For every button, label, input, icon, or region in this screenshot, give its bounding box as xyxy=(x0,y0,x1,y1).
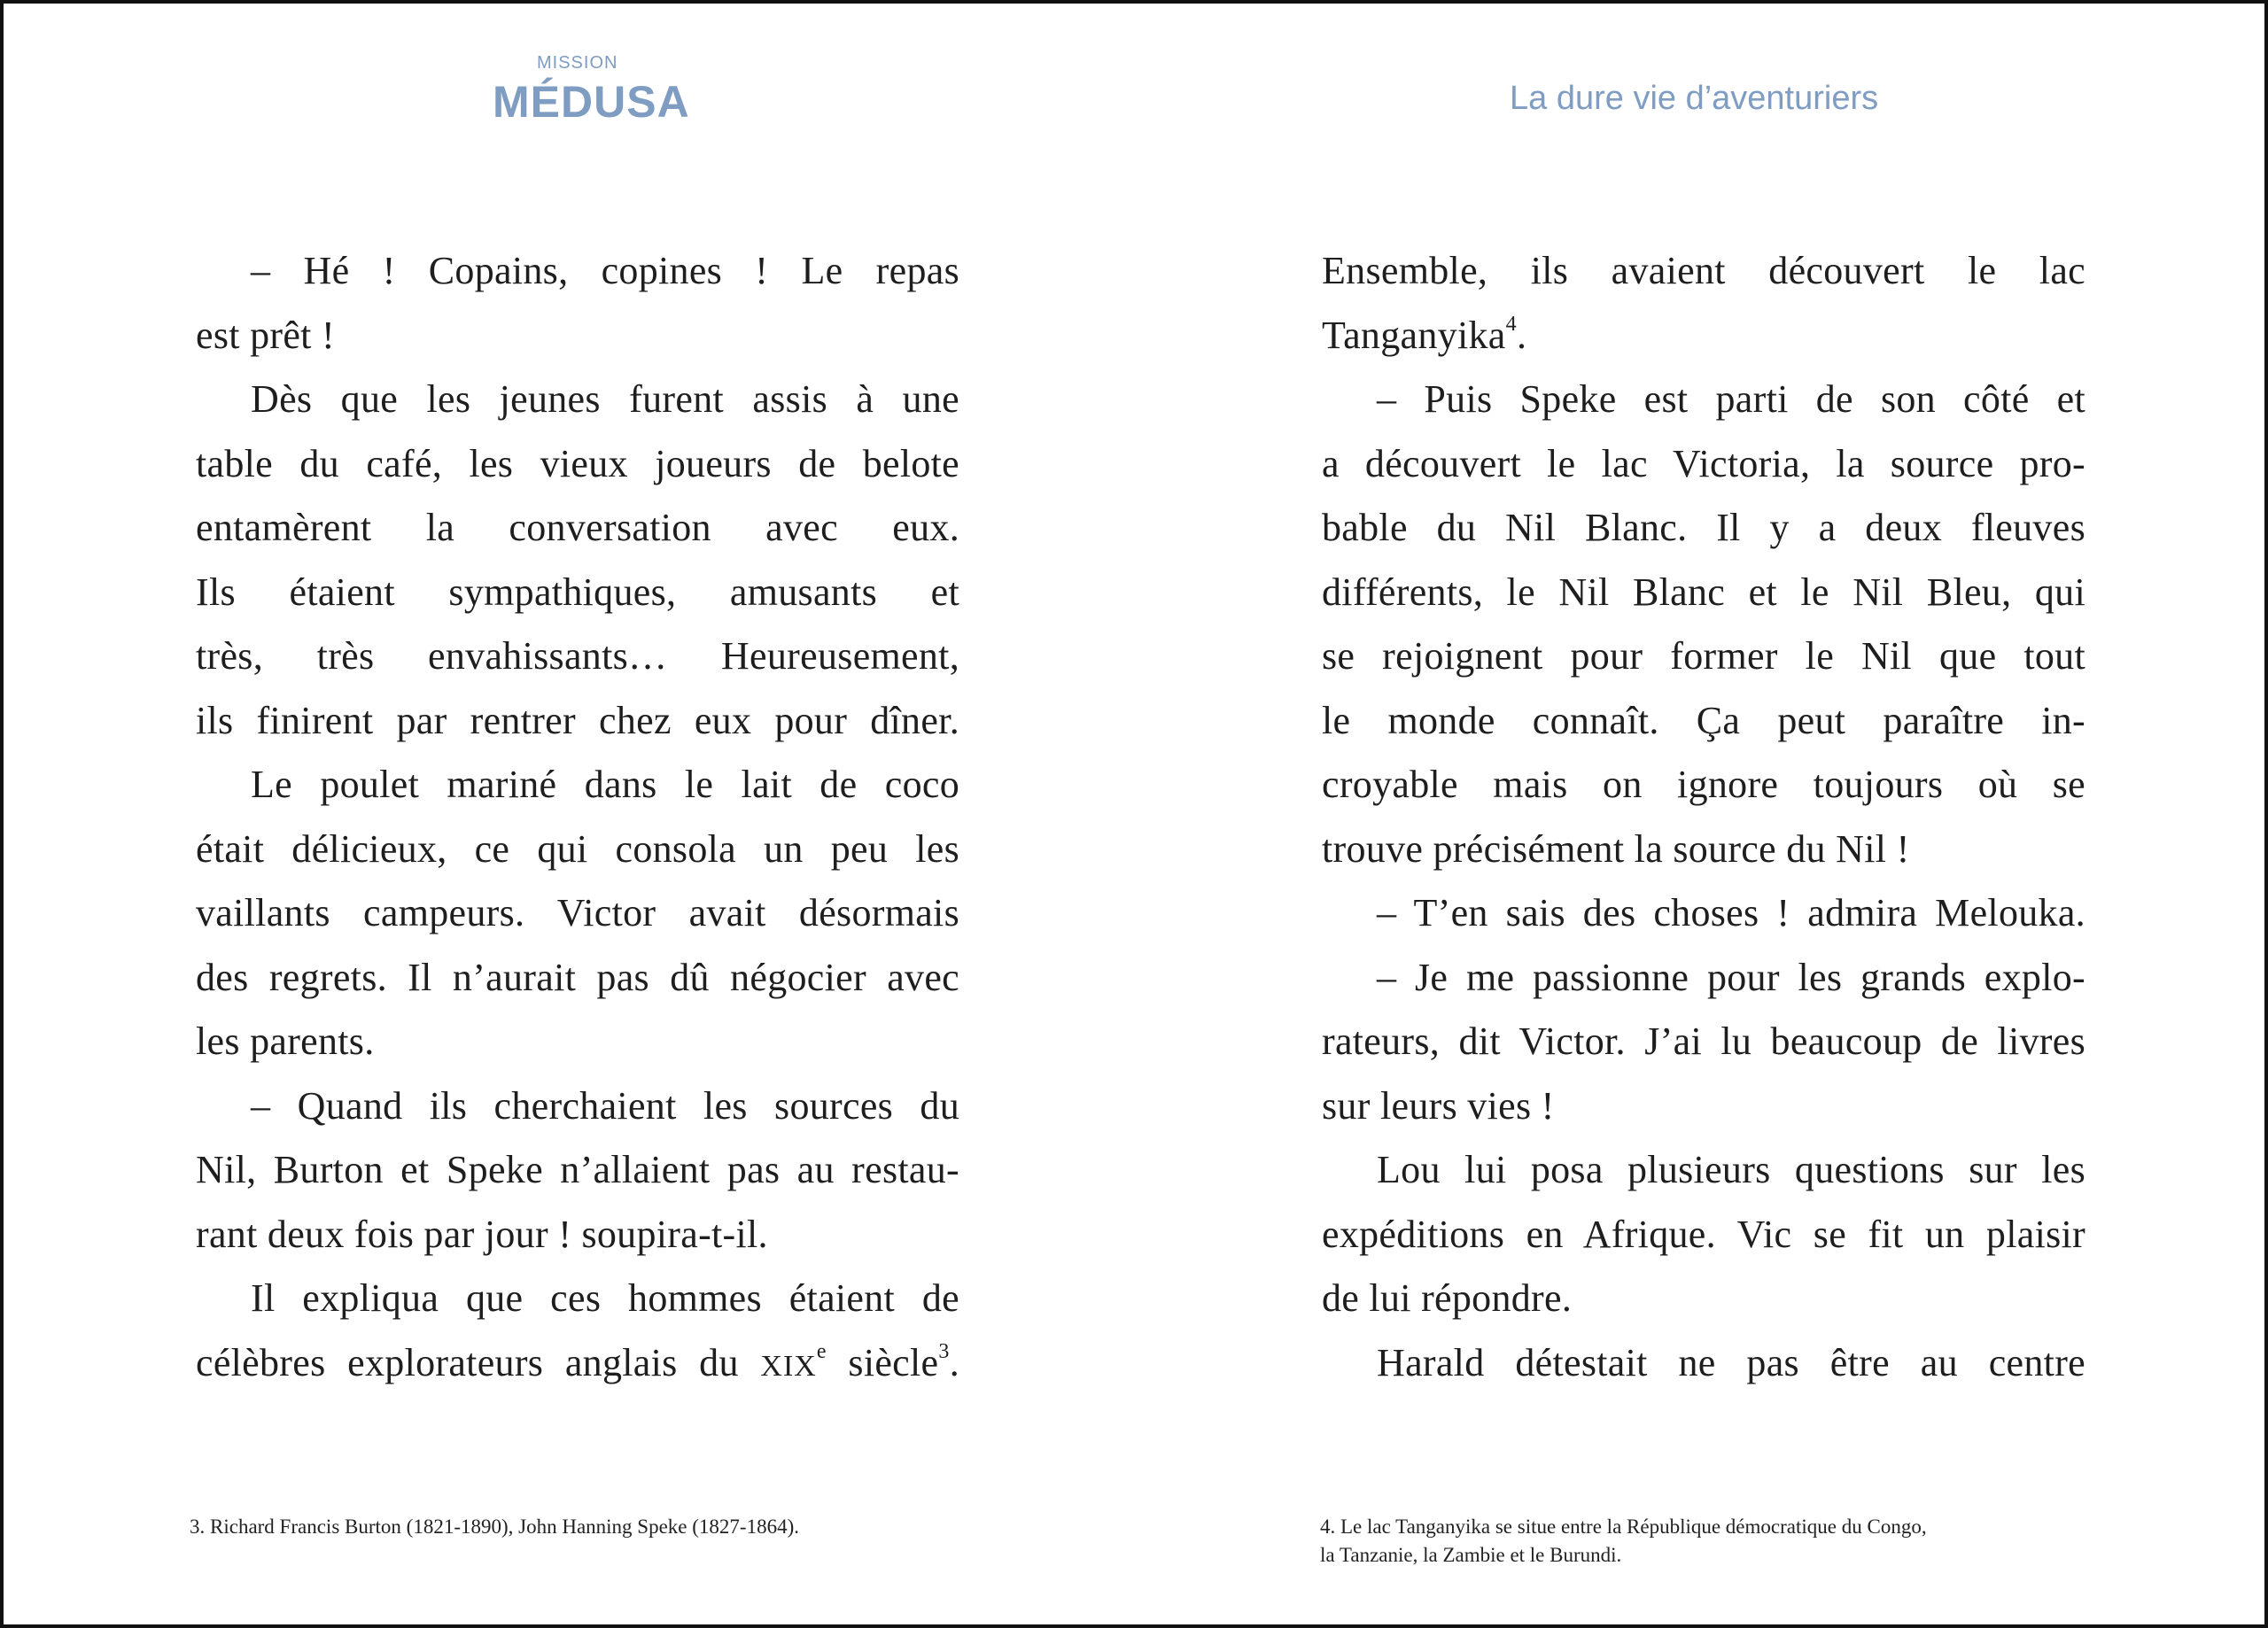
logo-big-text: MÉDUSA xyxy=(493,77,690,127)
text-line xyxy=(196,753,959,818)
text-line xyxy=(196,1331,959,1396)
text-segment: expéditions en Afrique. Vic se fit un plaisir xyxy=(1322,1212,2085,1256)
text-line xyxy=(196,689,959,754)
text-line xyxy=(1322,496,2085,561)
text-line xyxy=(1322,239,2085,304)
text-segment: a découvert le lac Victoria, la source pro- xyxy=(1322,441,2085,485)
text-segment: Harald détestait ne pas être au centre xyxy=(1377,1340,2085,1384)
text-segment: Il expliqua que ces hommes étaient de xyxy=(251,1276,959,1320)
text-segment: Le poulet mariné dans le lait de coco xyxy=(251,763,959,806)
superscript: 4 xyxy=(1505,312,1517,336)
text-line xyxy=(196,1138,959,1203)
text-segment: – T’en sais des choses ! admira Melouka. xyxy=(1377,891,2085,934)
footnote-line: la Tanzanie, la Zambie et le Burundi. xyxy=(1320,1544,1622,1566)
mission-medusa-logo xyxy=(493,53,690,128)
text-segment: croyable mais on ignore toujours où se xyxy=(1322,763,2085,806)
text-segment: . xyxy=(1516,313,1527,357)
text-line xyxy=(1322,304,2085,368)
text-segment: – Quand ils cherchaient les sources du xyxy=(251,1083,959,1128)
text-line xyxy=(1322,1010,2085,1074)
text-line xyxy=(196,1203,959,1268)
text-line xyxy=(196,946,959,1011)
text-segment: entamèrent la conversation avec eux. xyxy=(196,506,959,549)
text-line xyxy=(1322,946,2085,1011)
text-segment: Lou lui posa plusieurs questions sur les xyxy=(1377,1148,2085,1191)
logo-small-text: MISSION xyxy=(537,53,618,73)
text-line xyxy=(196,496,959,561)
text-line xyxy=(1322,1138,2085,1203)
text-line xyxy=(1322,1074,2085,1139)
text-line xyxy=(196,432,959,497)
text-line xyxy=(1322,753,2085,818)
text-line xyxy=(1322,1203,2085,1268)
text-line xyxy=(196,561,959,625)
text-segment: bable du Nil Blanc. Il y a deux fleuves xyxy=(1322,506,2085,549)
text-line xyxy=(196,818,959,882)
text-segment: sur leurs vies ! xyxy=(1322,1083,1555,1128)
text-segment: ils finirent par rentrer chez eux pour dîner. xyxy=(196,698,959,742)
text-line xyxy=(196,304,959,368)
text-line xyxy=(196,881,959,946)
text-segment: Ils étaient sympathiques, amusants et xyxy=(196,570,959,614)
text-segment: était délicieux, ce qui consola un peu les xyxy=(196,826,959,871)
text-segment: rateurs, dit Victor. J’ai lu beaucoup de livres xyxy=(1322,1019,2085,1063)
text-segment: les parents. xyxy=(196,1019,375,1063)
footnote-3: 3. Richard Francis Burton (1821-1890), John Hanning Speke (1827-1864). xyxy=(190,1516,799,1538)
text-line xyxy=(1322,1331,2085,1396)
text-segment: – Je me passionne pour les grands explo- xyxy=(1377,955,2085,999)
footnote-4 xyxy=(1320,1513,1927,1570)
text-segment: le monde connaît. Ça peut paraître in- xyxy=(1322,698,2085,742)
text-segment: différents, le Nil Blanc et le Nil Bleu, qui xyxy=(1322,570,2085,614)
text-segment: des regrets. Il n’aurait pas dû négocier avec xyxy=(196,955,959,999)
text-segment: est prêt ! xyxy=(196,313,335,357)
text-segment: . xyxy=(949,1340,959,1384)
text-line xyxy=(1322,881,2085,946)
text-segment: très, très envahissants… Heureusement, xyxy=(196,634,959,678)
superscript: 3 xyxy=(938,1339,950,1363)
text-segment: Tanganyika xyxy=(1322,313,1506,357)
superscript: e xyxy=(816,1339,827,1363)
text-segment: célèbres explorateurs anglais du xyxy=(196,1340,761,1384)
text-segment: – Puis Speke est parti de son côté et xyxy=(1377,377,2085,421)
text-line xyxy=(1322,818,2085,882)
text-line xyxy=(196,1010,959,1074)
text-line xyxy=(1322,561,2085,625)
left-page-text xyxy=(196,239,959,1395)
text-line xyxy=(196,368,959,432)
text-line xyxy=(1322,432,2085,497)
text-line xyxy=(1322,689,2085,754)
text-line xyxy=(1322,624,2085,689)
text-line xyxy=(1322,1267,2085,1331)
text-segment: table du café, les vieux joueurs de belote xyxy=(196,441,959,485)
text-segment: Ensemble, ils avaient découvert le lac xyxy=(1322,249,2085,292)
text-segment: se rejoignent pour former le Nil que tout xyxy=(1322,634,2085,678)
footnote-line: 4. Le lac Tanganyika se situe entre la République démocratique du Congo, xyxy=(1320,1516,1927,1538)
text-segment: Nil, Burton et Speke n’allaient pas au restau- xyxy=(196,1148,959,1191)
text-segment: Dès que les jeunes furent assis à une xyxy=(251,377,959,421)
text-segment: siècle xyxy=(826,1340,939,1384)
text-line xyxy=(1322,368,2085,432)
text-segment: de lui répondre. xyxy=(1322,1276,1573,1320)
text-line xyxy=(196,1267,959,1331)
right-page-text xyxy=(1322,239,2085,1395)
text-segment: rant deux fois par jour ! soupira-t-il. xyxy=(196,1212,768,1256)
text-segment: vaillants campeurs. Victor avait désormais xyxy=(196,891,959,934)
text-line xyxy=(196,239,959,304)
text-line xyxy=(196,624,959,689)
text-segment: trouve précisément la source du Nil ! xyxy=(1322,826,1910,871)
running-title: La dure vie d’aventuriers xyxy=(1510,80,1879,117)
text-line xyxy=(196,1074,959,1139)
text-segment: XIX xyxy=(760,1349,817,1383)
text-segment: – Hé ! Copains, copines ! Le repas xyxy=(251,249,959,292)
